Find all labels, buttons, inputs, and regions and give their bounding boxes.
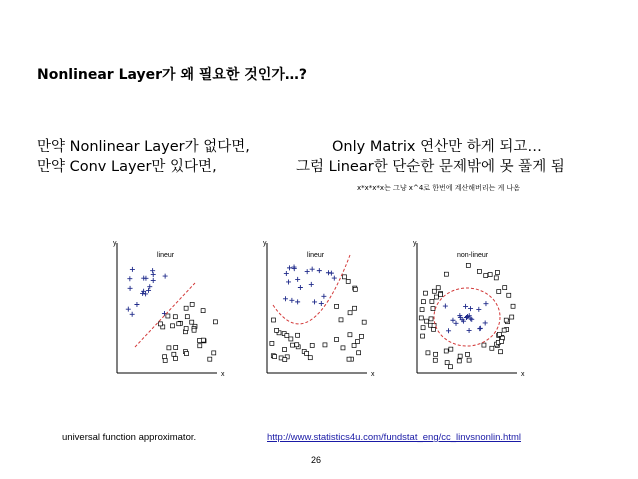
class-square-point	[434, 295, 438, 299]
class-square-point	[439, 293, 443, 297]
class-square-point	[507, 293, 511, 297]
class-plus-point	[284, 271, 289, 276]
statement-no-nonlinear: 만약 Nonlinear Layer가 없다면,	[37, 139, 250, 155]
class-square-point	[488, 273, 492, 277]
class-square-point	[503, 286, 507, 290]
class-square-point	[433, 358, 437, 362]
class-plus-point	[463, 304, 468, 309]
class-square-point	[424, 319, 428, 323]
class-square-point	[335, 304, 339, 308]
class-square-point	[357, 351, 361, 355]
class-square-point	[467, 358, 471, 362]
class-square-point	[490, 346, 494, 350]
class-square-point	[173, 315, 177, 319]
class-square-point	[362, 320, 366, 324]
class-square-point	[271, 318, 275, 322]
class-plus-point	[483, 301, 488, 306]
class-plus-point	[321, 294, 326, 299]
class-square-point	[185, 315, 189, 319]
page-number: 26	[311, 455, 322, 465]
class-square-point	[432, 289, 436, 293]
class-square-point	[335, 337, 339, 341]
class-plus-point	[443, 304, 448, 309]
class-square-point	[511, 304, 515, 308]
y-axis-label: y	[263, 240, 267, 247]
class-square-point	[323, 343, 327, 347]
class-square-point	[201, 338, 205, 342]
class-square-point	[341, 346, 345, 350]
class-square-point	[458, 354, 462, 358]
class-square-point	[419, 316, 423, 320]
class-plus-point	[130, 267, 135, 272]
class-plus-point	[126, 307, 131, 312]
class-plus-point	[150, 268, 155, 273]
y-axis-label: y	[413, 240, 417, 247]
class-square-point	[426, 351, 430, 355]
panel-label: lineur	[307, 252, 325, 259]
class-square-point	[275, 328, 279, 332]
class-plus-point	[283, 296, 288, 301]
consequence-linear-only: 그럼 Linear한 단순한 문제밖에 못 풀게 됨	[296, 159, 565, 175]
class-square-point	[289, 337, 293, 341]
class-plus-point	[147, 284, 152, 289]
class-square-point	[197, 339, 201, 343]
class-square-point	[212, 351, 216, 355]
statement-conv-only: 만약 Conv Layer만 있다면,	[37, 159, 217, 175]
class-plus-point	[151, 278, 156, 283]
class-square-point	[273, 355, 277, 359]
class-square-point	[201, 309, 205, 313]
class-square-point	[445, 361, 449, 365]
class-square-point	[449, 347, 453, 351]
x-axis-label: x	[371, 371, 375, 378]
class-square-point	[423, 291, 427, 295]
class-square-point	[431, 307, 435, 311]
class-square-point	[444, 349, 448, 353]
consequence-matrix-only: Only Matrix 연산만 하게 되고…	[332, 139, 542, 155]
class-plus-point	[130, 312, 135, 317]
class-square-point	[208, 357, 212, 361]
class-square-point	[466, 352, 470, 356]
class-square-point	[457, 359, 461, 363]
class-square-point	[163, 358, 167, 362]
class-square-point	[291, 343, 295, 347]
class-square-point	[295, 343, 299, 347]
class-square-point	[494, 276, 498, 280]
class-square-point	[504, 318, 508, 322]
class-plus-point	[287, 265, 292, 270]
panel-label: non-lineur	[457, 252, 489, 259]
class-plus-point	[332, 276, 337, 281]
class-plus-point	[127, 276, 132, 281]
class-plus-point	[312, 299, 317, 304]
class-square-point	[190, 302, 194, 306]
class-square-point	[353, 306, 357, 310]
x-axis-label: x	[521, 371, 525, 378]
class-plus-point	[468, 306, 473, 311]
class-plus-point	[469, 317, 474, 322]
class-plus-point	[286, 279, 291, 284]
class-square-point	[166, 314, 170, 318]
class-plus-point	[450, 318, 455, 323]
class-plus-point	[146, 288, 151, 293]
class-square-point	[502, 328, 506, 332]
class-square-point	[184, 306, 188, 310]
class-plus-point	[295, 299, 300, 304]
class-plus-point	[163, 274, 168, 279]
class-square-point	[296, 333, 300, 337]
class-plus-point	[128, 286, 133, 291]
x-axis-label: x	[221, 371, 225, 378]
class-square-point	[170, 324, 174, 328]
class-square-point	[184, 352, 188, 356]
class-square-point	[352, 344, 356, 348]
class-square-point	[310, 343, 314, 347]
class-square-point	[172, 352, 176, 356]
class-square-point	[421, 300, 425, 304]
class-plus-point	[298, 285, 303, 290]
class-plus-point	[317, 268, 322, 273]
footnote-x4: x*x*x*x는 그냥 x^4로 한번에 계산해버리는 게 나옴	[357, 184, 521, 192]
class-plus-point	[446, 328, 451, 333]
class-square-point	[497, 289, 501, 293]
class-square-point	[283, 348, 287, 352]
class-square-point	[421, 326, 425, 330]
class-plus-point	[305, 269, 310, 274]
class-square-point	[177, 322, 181, 326]
class-square-point	[510, 315, 514, 319]
class-plus-point	[134, 302, 139, 307]
class-square-point	[305, 351, 309, 355]
class-square-point	[430, 299, 434, 303]
class-plus-point	[151, 272, 156, 277]
class-plus-point	[295, 277, 300, 282]
class-square-point	[283, 358, 287, 362]
class-square-point	[434, 352, 438, 356]
caption-universal-approximator: universal function approximator.	[62, 432, 197, 443]
class-square-point	[348, 311, 352, 315]
class-square-point	[192, 328, 196, 332]
class-square-point	[353, 287, 357, 291]
class-plus-point	[289, 298, 294, 303]
panel-label: lineur	[157, 252, 175, 259]
class-square-point	[348, 333, 352, 337]
class-square-point	[285, 334, 289, 338]
class-square-point	[482, 343, 486, 347]
class-plus-point	[141, 276, 146, 281]
class-square-point	[466, 263, 470, 267]
class-square-point	[444, 272, 448, 276]
class-square-point	[184, 326, 188, 330]
class-square-point	[432, 327, 436, 331]
class-square-point	[270, 341, 274, 345]
y-axis-label: y	[113, 240, 117, 247]
class-plus-point	[326, 270, 331, 275]
class-square-point	[158, 322, 162, 326]
class-square-point	[174, 345, 178, 349]
class-plus-point	[483, 320, 488, 325]
classification-figures	[105, 235, 545, 385]
class-square-point	[308, 356, 312, 360]
class-square-point	[167, 346, 171, 350]
class-square-point	[500, 339, 504, 343]
class-plus-point	[467, 328, 472, 333]
class-square-point	[198, 344, 202, 348]
class-square-point	[499, 350, 503, 354]
decision-boundary-curve	[273, 255, 350, 324]
class-square-point	[436, 286, 440, 290]
class-square-point	[477, 269, 481, 273]
class-plus-point	[310, 267, 315, 272]
class-square-point	[347, 357, 351, 361]
class-square-point	[356, 340, 360, 344]
class-plus-point	[477, 326, 482, 331]
class-square-point	[420, 308, 424, 312]
class-square-point	[342, 275, 346, 279]
class-square-point	[495, 270, 499, 274]
source-link[interactable]: http://www.statistics4u.com/fundstat_eng/cc_linvsnonlin.html	[267, 432, 521, 443]
slide-title: Nonlinear Layer가 왜 필요한 것인가…?	[37, 67, 307, 83]
class-plus-point	[476, 307, 481, 312]
class-plus-point	[454, 321, 459, 326]
class-square-point	[421, 334, 425, 338]
class-square-point	[213, 320, 217, 324]
class-square-point	[448, 365, 452, 369]
class-square-point	[173, 356, 177, 360]
class-plus-point	[309, 282, 314, 287]
class-square-point	[497, 332, 501, 336]
class-square-point	[190, 320, 194, 324]
class-square-point	[359, 334, 363, 338]
class-square-point	[429, 317, 433, 321]
class-square-point	[346, 279, 350, 283]
class-square-point	[484, 274, 488, 278]
class-square-point	[339, 318, 343, 322]
class-plus-point	[319, 301, 324, 306]
